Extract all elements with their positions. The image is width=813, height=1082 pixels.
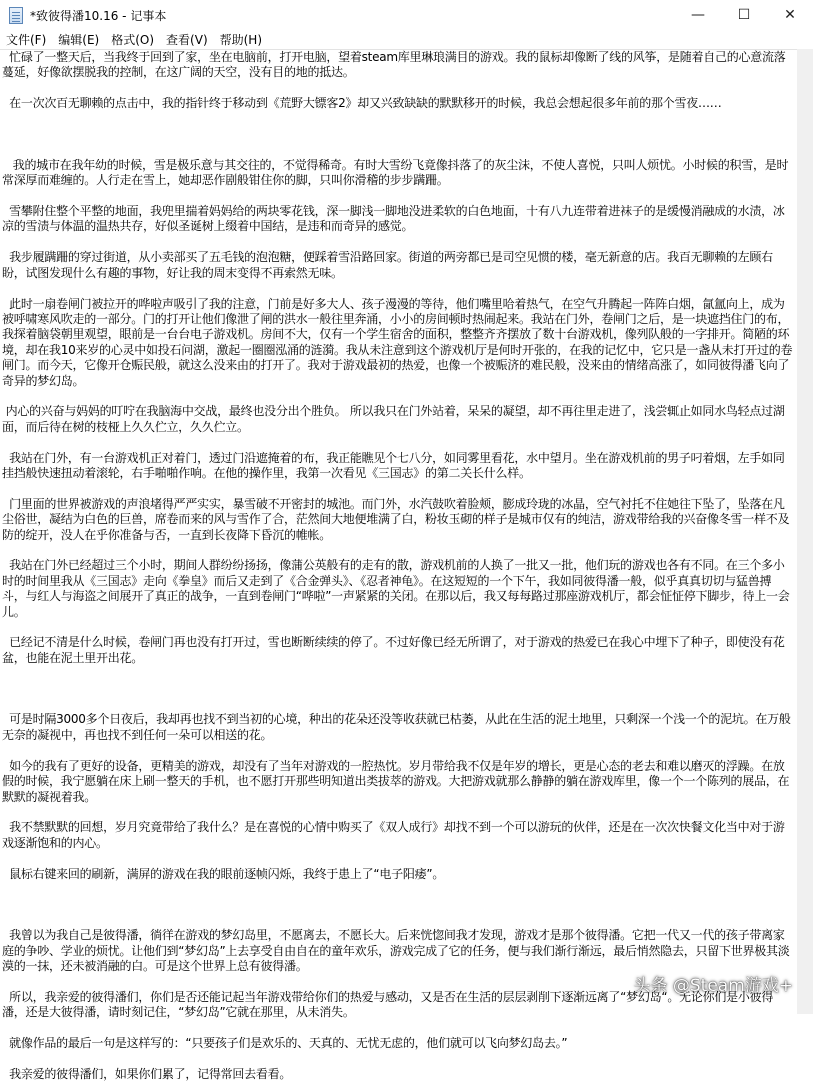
menu-view[interactable]: 查看(V) (166, 33, 208, 47)
watermark: 头条 @Steam游戏+ (633, 976, 793, 996)
close-button[interactable]: ✕ (784, 7, 796, 23)
menu-format[interactable]: 格式(O) (111, 33, 155, 47)
document-text[interactable]: 忙碌了一整天后，当我终于回到了家，坐在电脑前，打开电脑，望着steam库里琳琅满目的游戏。我的鼠标却像断了线的风筝，是随着自己的心意流落蔓延，好像欲摆脱我的控制，在这广阔的天空，没有目的地的抵达。 在一次次百无聊赖的点击中，我的指针终于移动到《荒野大镖客2》却又兴致缺缺的默默移开的时候，我总会想起很多年前的那个雪夜…… 我的城市在我年幼的时候，雪是极乐意与其交往的，不觉得稀奇。有时大雪纷飞竟像抖落了的灰尘沫，不使人喜悦，只叫人烦忧。小时候的积雪，是时常深厚而难缠的。人行走在雪上，她却恶作剧般钳住你的脚，只叫你滑稽的步步蹒跚。 雪攀附住整个平整的地面，我兜里揣着妈妈给的两块零花钱，深一脚浅一脚地没进柔软的白色地面，十有八九连带着进袜子的是缓慢消融成的水渍，冰凉的雪渍与体温的温热共存，好似圣诞树上缀着中国结，是违和而奇异的感觉。 我步履蹒跚的穿过街道，从小卖部买了五毛钱的泡泡糖，便踩着雪沿路回家。街道的两旁都已是司空见惯的楼，毫无新意的店。我百无聊赖的左顾右盼，试图发现什么有趣的事物，好让我的周末变得不再索然无味。 此时一扇卷闸门被拉开的哗啦声吸引了我的注意，门前是好多大人、孩子漫漫的等待，他们嘴里哈着热气，在空气升腾起一阵阵白烟，氤氲向上，成为被呼啸寒风吹走的一部分。门的打开让他们像泄了闸的洪水一般往里奔涌，小小的房间顿时热闹起来。我站在门外，卷闸门之后，是一块遮挡住门的布，我探着脑袋朝里观望，眼前是一台台电子游戏机。房间不大，仅有一个学生宿舍的面积，整整齐齐摆放了数十台游戏机，像列队般的一字排开。简陋的环境，却在我10来岁的心灵中如投石问湖，激起一圈圈泓涌的涟漪。我从未注意到这个游戏机厅是何时开张的，在我的记忆中，它只是一盏从未打开过的卷闸门。而今天，它像开仓赈民般，就这么没来由的打开了。我对于游戏最初的热爱，也像一个被赈济的难民般，没来由的情绪高涨了，如同彼得潘飞向了奇异的梦幻岛。 内心的兴奋与妈妈的叮咛在我脑海中交战，最终也没分出个胜负。 所以我只在门外站着，呆呆的凝望，却不再往里走进了，浅尝辄止如同水鸟轻点过湖面，而后待在树的枝桠上久久伫立，久久伫立。 我站在门外，有一台游戏机正对着门，透过门沿遮掩着的布，我正能瞧见个七八分，如同雾里看花，水中望月。坐在游戏机前的男子叼着烟，左手如同挂挡般快速扭动着滚轮，右手啪啪作响。在他的操作里，我第一次看见《三国志》的第二关长什么样。 门里面的世界被游戏的声浪堵得严严实实，暴雪破不开密封的城池。而门外，水汽鼓吹着脸颊，膨成玲珑的冰晶，空气衬托不住她往下坠了，坠落在凡尘俗世，凝结为白色的巨兽，席卷而来的风与雪作了合，茫然间大地便堆满了白，粉妆玉砌的样子是城市仅有的纯洁，游戏带给我的兴奋像冬雪一样不及防的绽开，没人在乎你准备与否，一直到长夜降下昏沉的帷帐。 我站在门外已经超过三个小时，期间人群纷纷扬扬，像蒲公英般有的走有的散，游戏机前的人换了一批又一批，他们玩的游戏也各有不同。在三个多小时的时间里我从《三国志》走向《拳皇》而后又走到了《合金弹头》、《忍者神龟》。在这短短的一个下午，我如同彼得潘一般，似乎真真切切与猛兽搏斗，与红人与海盗之间展开了真正的战争，一直到卷闸门“哗啦”一声紧紧的关闭。在那以后，我又每每路过那座游戏机厅，都会怔怔停下脚步，待上一会儿。 已经记不清是什么时候，卷闸门再也没有打开过，雪也断断续续的停了。不过好像已经无所谓了，对于游戏的热爱已在我心中埋下了种子，即使没有花盆，也能在泥土里开出花。 可是时隔3000多个日夜后，我却再也找不到当初的心境，种出的花朵还没等收获就已枯萎，从此在生活的泥土地里，只剩深一个浅一个的泥坑。在万般无奈的凝视中，再也找不到任何一朵可以相送的花。 如今的我有了更好的设备，更精美的游戏，却没有了当年对游戏的一腔热忱。岁月带给我不仅是年岁的增长，更是心态的老去和难以磨灭的浮躁。在放假的时候，我宁愿躺在床上刷一整天的手机，也不愿打开那些明知道出类拔萃的游戏。大把游戏就那么静静的躺在游戏库里，像一个一个陈列的展品，在默默的凝视着我。 我不禁默默的回想，岁月究竟带给了我什么？是在喜悦的心情中购买了《双人成行》却找不到一个可以游玩的伙伴，还是在一次次快餐文化当中对于游戏逐渐饱和的内心。 鼠标右键来回的刷新，满屏的游戏在我的眼前逐帧闪烁，我终于患上了“电子阳痿”。 我曾以为我自己是彼得潘，徜徉在游戏的梦幻岛里，不愿离去，不愿长大。后来恍惚间我才发现，游戏才是那个彼得潘。它把一代又一代的孩子带离家庭的争吵、学业的烦忧。让他们到“梦幻岛”上去享受自由自在的童年欢乐，游戏完成了它的任务，便与我们渐行渐远，最后悄然隐去，只留下世界极其淡漠的一抹，还未被消融的白。可是这个世界上总有彼得潘。 所以，我亲爱的彼得潘们，你们是否还能记起当年游戏带给你们的热爱与感动，又是否在生活的层层剥削下逐渐远离了“梦幻岛“。无论你们是小彼得潘，还是大彼得潘，请时刻记住，“梦幻岛”它就在那里，从未消失。 就像作品的最后一句是这样写的：“只要孩子们是欢乐的、天真的、无忧无虑的，他们就可以飞向梦幻岛去。” 我亲爱的彼得潘们，如果你们累了，记得常回去看看。 (2, 50, 793, 1081)
maximize-button[interactable]: ☐ (737, 7, 751, 23)
window-controls (675, 0, 813, 30)
menu-edit[interactable]: 编辑(E) (58, 33, 100, 47)
window-title: *致彼得潘10.16 - 记事本 (30, 8, 167, 23)
menu-file[interactable]: 文件(F) (6, 33, 47, 47)
menu-help[interactable]: 帮助(H) (219, 33, 263, 47)
vertical-scrollbar[interactable] (797, 49, 813, 1014)
menu-bar (0, 30, 813, 49)
minimize-button[interactable]: — (691, 7, 705, 23)
text-editor[interactable] (0, 49, 797, 1081)
title-bar[interactable] (0, 0, 813, 30)
notepad-icon (9, 7, 23, 24)
